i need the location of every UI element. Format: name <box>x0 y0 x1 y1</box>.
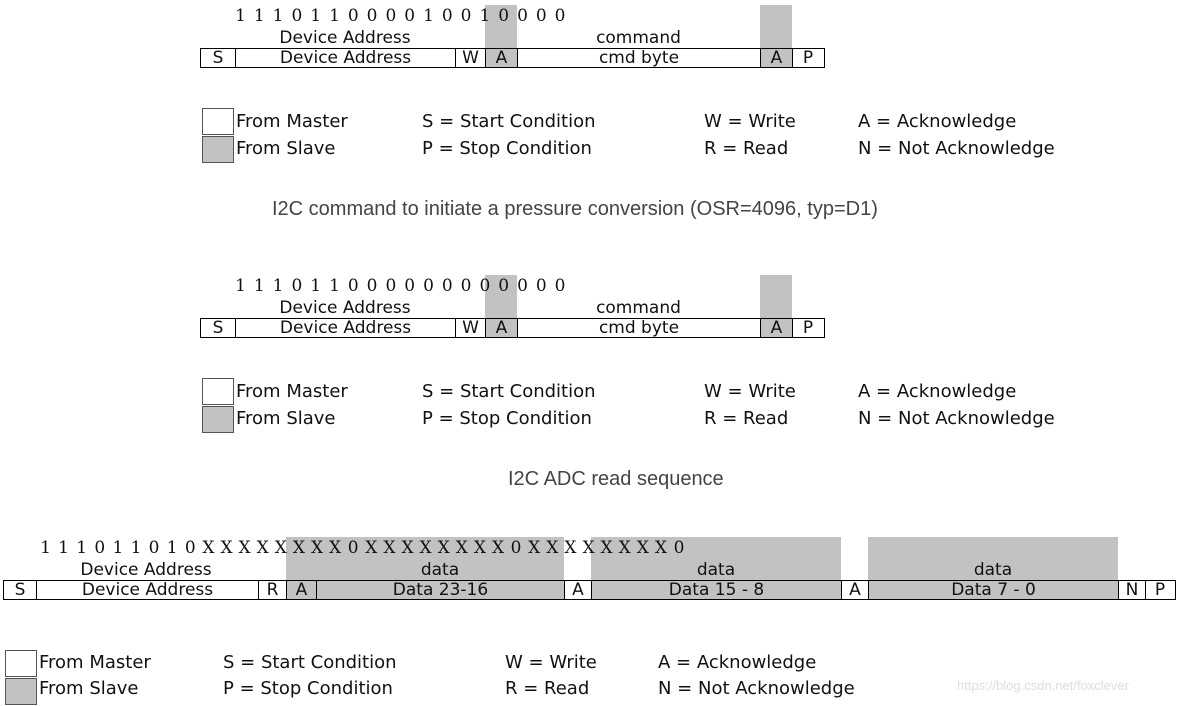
legend-start-condition: S = Start Condition <box>422 381 596 402</box>
command-diagram-2 <box>200 275 830 339</box>
frame-cell-ack: A <box>287 581 317 599</box>
frame-cell-cmd-byte: cmd byte <box>518 49 761 67</box>
bit-value: 1 <box>76 538 88 558</box>
bit-value: X <box>582 538 595 558</box>
bit-value: X <box>401 538 414 558</box>
frame-cell-data-low: Data 7 - 0 <box>869 581 1119 599</box>
bit-value: X <box>365 538 378 558</box>
bit-value: 0 <box>291 276 303 296</box>
legend-acknowledge: A = Acknowledge <box>658 652 817 673</box>
frame-cell-write: W <box>456 49 486 67</box>
bit-value: X <box>618 538 631 558</box>
from-master-swatch <box>202 378 234 405</box>
bit-value: 1 <box>235 276 246 296</box>
bit-value: X <box>256 538 269 558</box>
legend-not-acknowledge: N = Not Acknowledge <box>858 138 1055 159</box>
legend-read: R = Read <box>704 138 789 159</box>
frame-cell-read: R <box>259 581 287 599</box>
legend-stop-condition: P = Stop Condition <box>422 408 592 429</box>
frame-cell-device-address: Device Address <box>37 581 259 599</box>
watermark: https://blog.csdn.net/foxclever <box>957 678 1129 693</box>
bit-value: X <box>455 538 468 558</box>
bit-value: 0 <box>535 276 547 296</box>
bit-value: 0 <box>441 276 453 296</box>
bit-value: X <box>654 538 667 558</box>
bit-value: 0 <box>148 538 160 558</box>
bit-value: 0 <box>184 538 196 558</box>
legend-from-slave: From Slave <box>39 678 139 699</box>
legend-from-master: From Master <box>39 652 151 673</box>
legend-stop-condition: P = Stop Condition <box>223 678 393 699</box>
frame-cell-cmd-byte: cmd byte <box>518 319 761 337</box>
bit-value: 0 <box>460 276 472 296</box>
bit-value: 1 <box>310 276 322 296</box>
bit-value: 0 <box>517 276 528 296</box>
bit-value: X <box>491 538 505 558</box>
bit-value: 0 <box>94 538 106 558</box>
bit-value: 1 <box>253 276 265 296</box>
bit-value: X <box>546 538 559 558</box>
bit-value: X <box>528 538 541 558</box>
bit-value: 0 <box>366 6 378 26</box>
bit-value: 1 <box>272 276 284 296</box>
bit-value: 0 <box>673 538 685 558</box>
bit-value: 1 <box>40 538 51 558</box>
bit-value: 0 <box>423 276 434 296</box>
from-slave-swatch <box>5 678 37 705</box>
frame-cell-start: S <box>201 49 236 67</box>
bit-value: X <box>419 538 432 558</box>
bit-value: 0 <box>554 6 566 26</box>
legend-write: W = Write <box>704 111 796 132</box>
bit-value: 0 <box>498 276 510 296</box>
from-slave-swatch <box>202 406 234 433</box>
legend-from-master: From Master <box>236 381 348 402</box>
bit-value: 0 <box>498 6 510 26</box>
bit-value: 1 <box>58 538 69 558</box>
from-master-swatch <box>202 108 234 135</box>
legend <box>202 108 1082 164</box>
bit-value: 0 <box>510 538 522 558</box>
bit-value: 1 <box>166 538 178 558</box>
bit-value: X <box>202 538 215 558</box>
frame-cell-ack: A <box>486 319 518 337</box>
bit-value: 1 <box>272 6 284 26</box>
legend-write: W = Write <box>704 381 796 402</box>
legend-from-master: From Master <box>236 111 348 132</box>
frame-cell-stop: P <box>802 48 814 68</box>
from-master-swatch <box>5 650 37 677</box>
bit-value: 1 <box>310 6 322 26</box>
frame-row <box>200 318 825 338</box>
frame-cell-write: W <box>456 319 486 337</box>
legend-start-condition: S = Start Condition <box>223 652 397 673</box>
legend-not-acknowledge: N = Not Acknowledge <box>658 678 855 699</box>
frame-cell-device-address: Device Address <box>236 319 456 337</box>
legend-acknowledge: A = Acknowledge <box>858 381 1017 402</box>
bit-value: 1 <box>479 6 491 26</box>
bit-value: X <box>473 538 486 558</box>
bit-value: 0 <box>347 276 359 296</box>
legend-not-acknowledge: N = Not Acknowledge <box>858 408 1055 429</box>
caption-adc-read: I2C ADC read sequence <box>508 468 724 490</box>
bit-value: 0 <box>460 6 472 26</box>
frame-cell-ack: A <box>486 49 518 67</box>
frame-cell-device-address: Device Address <box>236 49 456 67</box>
frame-cell-data-mid: Data 15 - 8 <box>592 581 842 599</box>
from-slave-swatch <box>202 136 234 163</box>
bit-value: 0 <box>404 6 416 26</box>
frame-row <box>200 48 825 68</box>
legend-read: R = Read <box>704 408 789 429</box>
group-label-device-address: Device Address <box>279 28 411 48</box>
group-label-data: data <box>420 560 460 580</box>
legend-stop-condition: P = Stop Condition <box>422 138 592 159</box>
bit-value: X <box>310 538 324 558</box>
bit-value: X <box>274 538 287 558</box>
bit-value: X <box>600 538 613 558</box>
frame-cell-start: S <box>4 581 37 599</box>
frame-cell-data-high: Data 23-16 <box>317 581 565 599</box>
caption-pressure-conversion: I2C command to initiate a pressure conversion (OSR=4096, typ=D1) <box>272 198 878 220</box>
frame-cell-stop: P <box>1154 580 1166 600</box>
legend <box>202 378 1082 434</box>
group-label-device-address: Device Address <box>80 560 212 580</box>
legend <box>5 650 885 706</box>
bit-value: X <box>636 538 649 558</box>
group-label-data: data <box>696 560 736 580</box>
frame-cell-ack: A <box>761 49 793 67</box>
bit-value: 0 <box>385 276 397 296</box>
group-label-device-address: Device Address <box>279 298 411 318</box>
bit-value: 0 <box>291 6 303 26</box>
bit-value: 1 <box>235 6 246 26</box>
legend-acknowledge: A = Acknowledge <box>858 111 1017 132</box>
frame-cell-ack: A <box>761 319 793 337</box>
bit-value: 0 <box>535 6 547 26</box>
bit-value: X <box>564 538 577 558</box>
group-label-data: data <box>973 560 1013 580</box>
bit-value: 1 <box>423 6 434 26</box>
bit-value: 1 <box>329 6 340 26</box>
legend-start-condition: S = Start Condition <box>422 111 596 132</box>
bit-value: X <box>437 538 450 558</box>
frame-row <box>3 580 1176 600</box>
bit-value: X <box>238 538 251 558</box>
frame-cell-stop: P <box>802 318 814 338</box>
group-label-command: command <box>596 28 681 48</box>
bit-value: 0 <box>404 276 416 296</box>
bit-value: 0 <box>347 538 359 558</box>
bit-value: 0 <box>441 6 453 26</box>
bit-value: 1 <box>329 276 340 296</box>
bit-value: X <box>329 538 342 558</box>
frame-cell-start: S <box>201 319 236 337</box>
bit-value: 1 <box>112 538 124 558</box>
bit-value: 1 <box>130 538 142 558</box>
legend-from-slave: From Slave <box>236 408 336 429</box>
adc-read-diagram <box>3 537 1177 601</box>
frame-cell-ack: A <box>842 581 869 599</box>
bit-value: 0 <box>517 6 528 26</box>
bit-value: 0 <box>554 276 566 296</box>
bit-value: 0 <box>347 6 359 26</box>
bit-value: 1 <box>253 6 265 26</box>
group-label-command: command <box>596 298 681 318</box>
bit-value: X <box>292 538 305 558</box>
bit-value: 0 <box>479 276 491 296</box>
legend-write: W = Write <box>505 652 597 673</box>
pressure-conversion-diagram <box>200 5 830 69</box>
bit-value: 0 <box>366 276 378 296</box>
bit-value: X <box>220 538 233 558</box>
frame-cell-ack: A <box>565 581 592 599</box>
bit-value: X <box>383 538 396 558</box>
legend-from-slave: From Slave <box>236 138 336 159</box>
legend-read: R = Read <box>505 678 590 699</box>
frame-cell-nack: N <box>1119 581 1146 599</box>
bit-value: 0 <box>385 6 397 26</box>
